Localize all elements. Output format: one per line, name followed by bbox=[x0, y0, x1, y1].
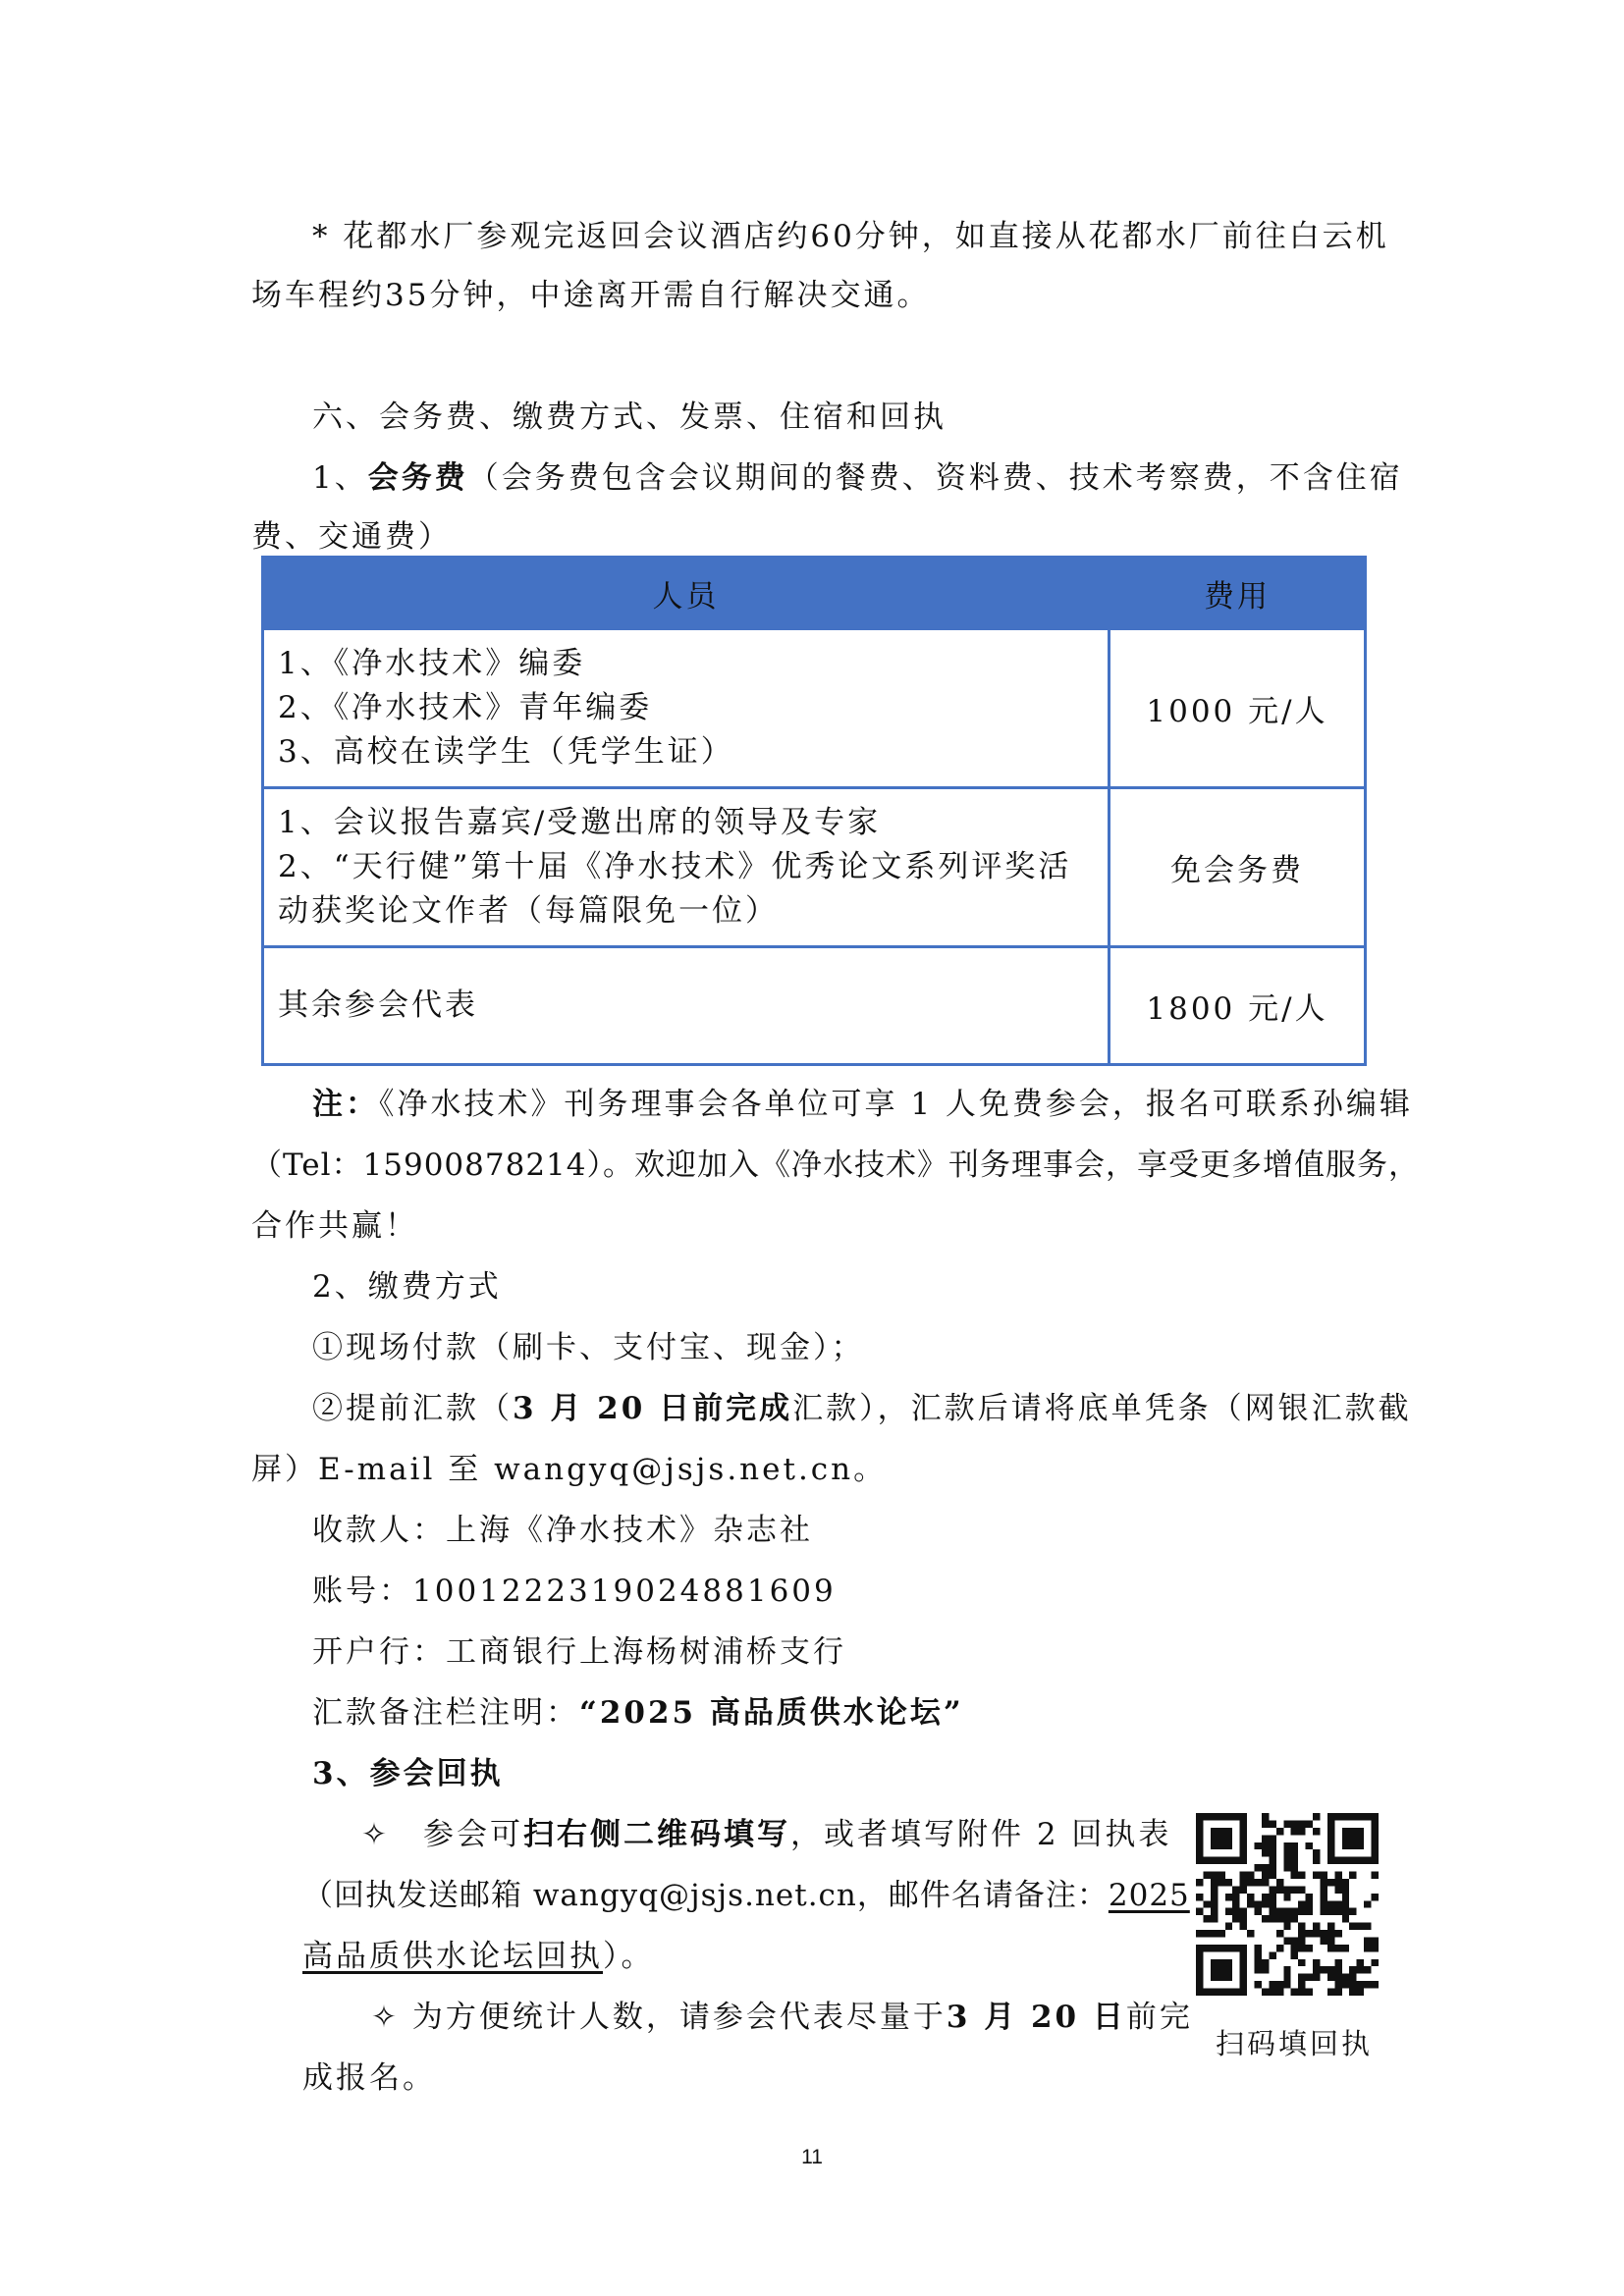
personnel-cell: 1、会议报告嘉宾/受邀出席的领导及专家 2、“天行健”第十届《净水技术》优秀论文系列评奖活 动获奖论文作者（每篇限免一位） bbox=[263, 788, 1110, 947]
header-personnel: 人员 bbox=[263, 558, 1110, 629]
council-note-line-3: 合作共赢！ bbox=[251, 1208, 418, 1244]
table-row bbox=[263, 629, 1366, 788]
receipt-bullet-1-line-3: 高品质供水论坛回执）。 bbox=[302, 1939, 655, 1974]
bank-name: 开户行：工商银行上海杨树浦桥支行 bbox=[312, 1634, 846, 1670]
receipt-bullet-2-line-2: 成报名。 bbox=[302, 2060, 436, 2096]
payment-option-2-line-2: 屏）E-mail 至 wangyq@jsjs.net.cn。 bbox=[251, 1452, 888, 1487]
table-header-row bbox=[263, 558, 1366, 629]
receipt-heading: 3、参会回执 bbox=[312, 1756, 504, 1791]
table-row bbox=[263, 788, 1366, 947]
payment-option-1: ①现场付款（刷卡、支付宝、现金）； bbox=[312, 1330, 865, 1365]
section-heading: 六、会务费、缴费方式、发票、住宿和回执 bbox=[312, 400, 947, 435]
qr-code-icon bbox=[1196, 1813, 1379, 1996]
receipt-bullet-1-line-2: （回执发送邮箱 wangyq@jsjs.net.cn，邮件名请备注：2025 bbox=[302, 1878, 1190, 1913]
table-row bbox=[263, 947, 1366, 1065]
fee-table bbox=[261, 556, 1367, 1066]
fee-intro-line-2: 费、交通费） bbox=[251, 519, 452, 555]
account-number: 账号：1001222319024881609 bbox=[312, 1574, 837, 1609]
personnel-cell: 其余参会代表 bbox=[263, 947, 1110, 1065]
note-line-1: * 花都水厂参观完返回会议酒店约60分钟，如直接从花都水厂前往白云机 bbox=[312, 219, 1389, 254]
personnel-cell: 1、《净水技术》编委 2、《净水技术》青年编委 3、高校在读学生（凭学生证） bbox=[263, 629, 1110, 788]
header-fee: 费用 bbox=[1110, 558, 1366, 629]
fee-cell: 免会务费 bbox=[1110, 788, 1366, 947]
receipt-bullet-2: ✧ 为方便统计人数，请参会代表尽量于3 月 20 日前完 bbox=[371, 2000, 1193, 2035]
council-note-line-1: 注：《净水技术》刊务理事会各单位可享 1 人免费参会，报名可联系孙编辑 bbox=[312, 1087, 1413, 1122]
fee-cell: 1800 元/人 bbox=[1110, 947, 1366, 1065]
council-note-line-2: （Tel：15900878214）。欢迎加入《净水技术》刊务理事会，享受更多增值服务， bbox=[251, 1148, 1420, 1183]
receipt-bullet-1: ✧ 参会可扫右侧二维码填写，或者填写附件 2 回执表 bbox=[361, 1817, 1172, 1852]
fee-intro-line-1: 1、会务费（会务费包含会议期间的餐费、资料费、技术考察费，不含住宿 bbox=[312, 460, 1403, 496]
note-line-2: 场车程约35分钟，中途离开需自行解决交通。 bbox=[251, 278, 931, 313]
payment-heading: 2、缴费方式 bbox=[312, 1269, 502, 1305]
fee-cell: 1000 元/人 bbox=[1110, 629, 1366, 788]
qr-caption: 扫码填回执 bbox=[1216, 2027, 1374, 2060]
payee: 收款人：上海《净水技术》杂志社 bbox=[312, 1513, 813, 1548]
page-number: 11 bbox=[801, 2146, 823, 2168]
payment-option-2: ②提前汇款（3 月 20 日前完成汇款），汇款后请将底单凭条（网银汇款截 bbox=[312, 1391, 1412, 1426]
remittance-remark: 汇款备注栏注明：“2025 高品质供水论坛” bbox=[312, 1695, 964, 1731]
